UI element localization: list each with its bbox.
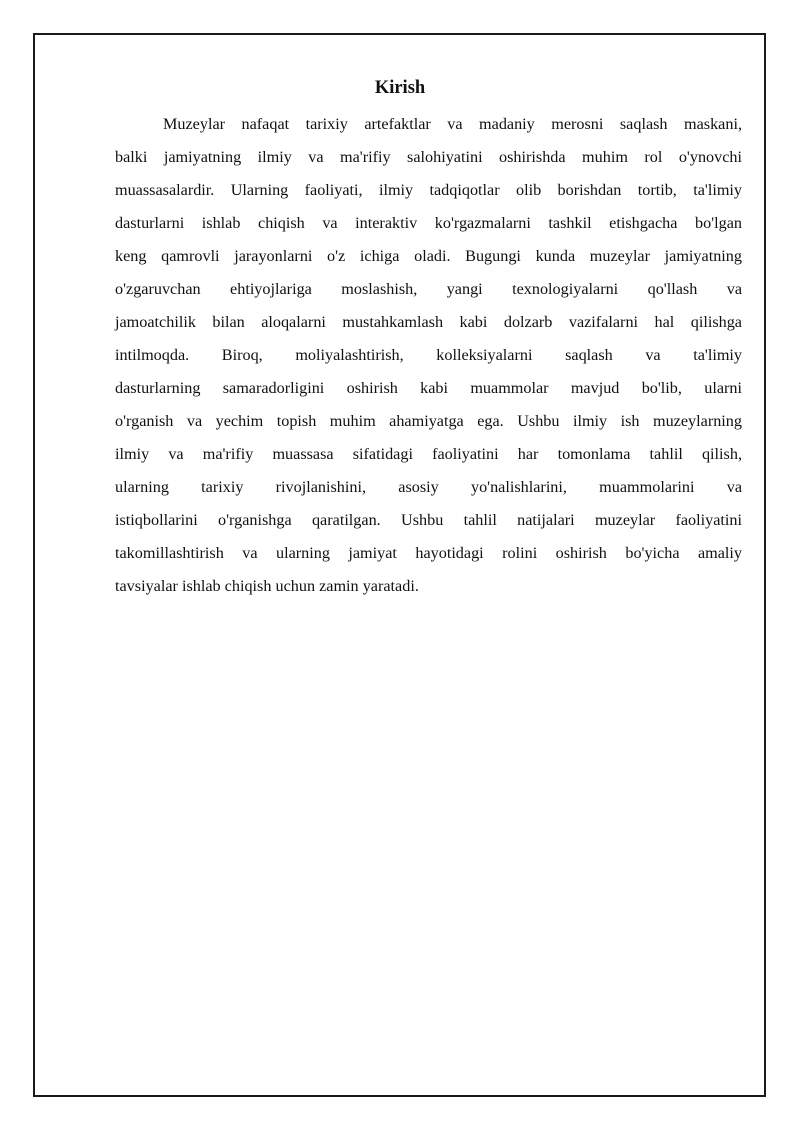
paragraph-line: takomillashtirish va ularning jamiyat hayotidagi rolini oshirish bo'yicha amaliy — [115, 544, 742, 562]
paragraph-line: tavsiyalar ishlab chiqish uchun zamin yaratadi. — [115, 577, 419, 595]
paragraph-line: intilmoqda. Biroq, moliyalashtirish, kolleksiyalarni saqlash va ta'limiy — [115, 346, 742, 364]
paragraph-line: Muzeylar nafaqat tarixiy artefaktlar va madaniy merosni saqlash maskani, — [163, 115, 742, 133]
paragraph-line: ilmiy va ma'rifiy muassasa sifatidagi faoliyatini har tomonlama tahlil qilish, — [115, 445, 742, 463]
paragraph-line: o'zgaruvchan ehtiyojlariga moslashish, yangi texnologiyalarni qo'llash va — [115, 280, 742, 298]
paragraph-line: muassasalardir. Ularning faoliyati, ilmiy tadqiqotlar olib borishdan tortib, ta'limiy — [115, 181, 742, 199]
paragraph-line: dasturlarni ishlab chiqish va interaktiv ko'rgazmalarni tashkil etishgacha bo'lgan — [115, 214, 742, 232]
paragraph-line: ularning tarixiy rivojlanishini, asosiy yo'nalishlarini, muammolarini va — [115, 478, 742, 496]
paragraph-line: jamoatchilik bilan aloqalarni mustahkamlash kabi dolzarb vazifalarni hal qilishga — [115, 313, 742, 331]
paragraph-line: keng qamrovli jarayonlarni o'z ichiga oladi. Bugungi kunda muzeylar jamiyatning — [115, 247, 742, 265]
paragraph-line: dasturlarning samaradorligini oshirish kabi muammolar mavjud bo'lib, ularni — [115, 379, 742, 397]
body-paragraph — [115, 108, 742, 603]
paragraph-line: balki jamiyatning ilmiy va ma'rifiy salohiyatini oshirishda muhim rol o'ynovchi — [115, 148, 742, 166]
section-heading: Kirish — [374, 78, 426, 98]
paragraph-line: o'rganish va yechim topish muhim ahamiyatga ega. Ushbu ilmiy ish muzeylarning — [115, 412, 742, 430]
paragraph-line: istiqbollarini o'rganishga qaratilgan. Ushbu tahlil natijalari muzeylar faoliyatini — [115, 511, 742, 529]
